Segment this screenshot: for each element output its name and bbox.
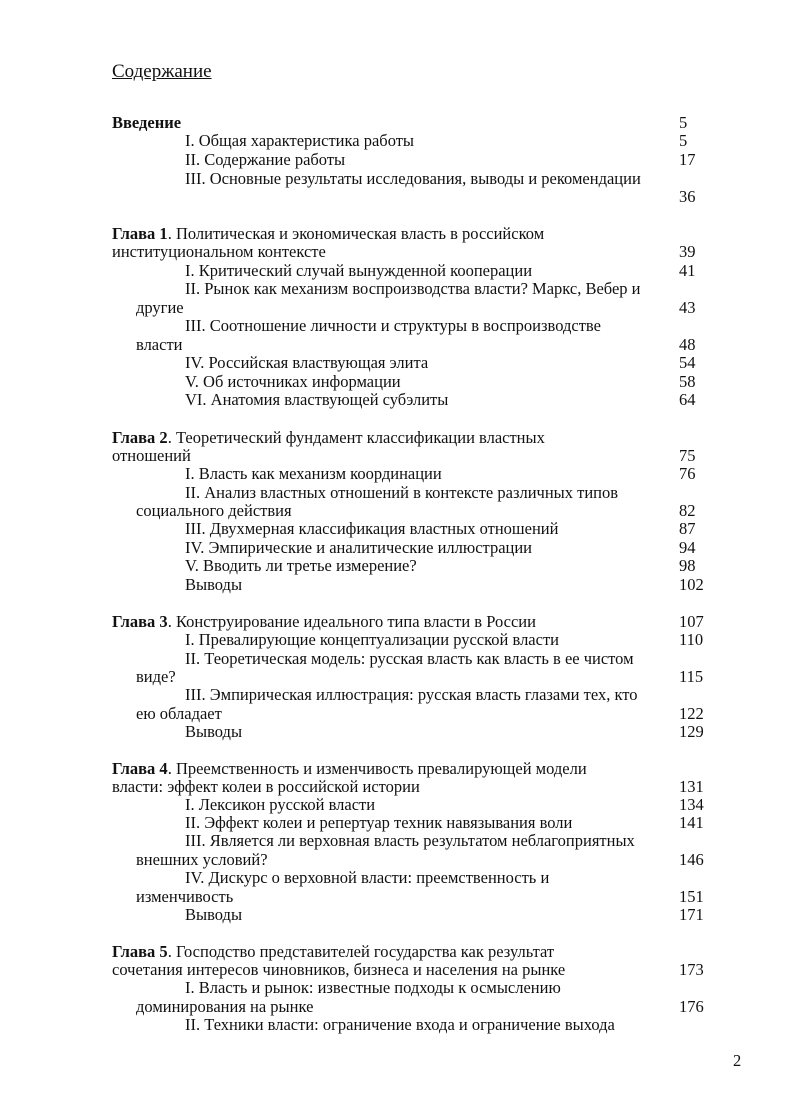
page-title: Содержание — [112, 61, 212, 82]
toc-page-number: 36 — [679, 187, 696, 206]
toc-section[interactable]: VI. Анатомия властвующей субэлиты — [185, 390, 449, 409]
toc-chapter-1[interactable]: Глава 1. Политическая и экономическая власть в российском — [112, 224, 545, 243]
toc-section[interactable]: I. Лексикон русской власти — [185, 795, 376, 814]
toc-section[interactable]: I. Власть как механизм координации — [185, 464, 442, 483]
toc-page-number: 64 — [679, 390, 696, 409]
toc-page-number: 82 — [679, 501, 696, 520]
toc-section[interactable]: IV. Дискурс о верховной власти: преемственность и — [185, 868, 550, 887]
toc-section-line2[interactable]: другие — [136, 298, 184, 317]
toc-section[interactable]: Выводы — [185, 575, 243, 594]
toc-section[interactable]: III. Эмпирическая иллюстрация: русская власть глазами тех, кто — [185, 685, 638, 704]
toc-page-number: 41 — [679, 261, 696, 280]
toc-section[interactable]: III. Двухмерная классификация властных отношений — [185, 519, 559, 538]
toc-page-number: 5 — [679, 131, 688, 150]
toc-section[interactable]: II. Рынок как механизм воспроизводства власти? Маркс, Вебер и — [185, 279, 641, 298]
toc-page-number: 107 — [679, 612, 704, 631]
toc-page-number: 176 — [679, 997, 704, 1016]
toc-page-number: 76 — [679, 464, 696, 483]
toc-page-number: 141 — [679, 813, 704, 832]
toc-page-number: 171 — [679, 905, 704, 924]
toc-page-number: 134 — [679, 795, 704, 814]
toc-chapter-5[interactable]: Глава 5. Господство представителей государства как результат — [112, 942, 555, 961]
toc-section[interactable]: II. Теоретическая модель: русская власть как власть в ее чистом — [185, 649, 634, 668]
toc-intro-label[interactable]: Введение — [112, 113, 182, 132]
toc-chapter-5-line2[interactable]: сочетания интересов чиновников, бизнеса и населения на рынке — [112, 960, 566, 979]
toc-page-number: 173 — [679, 960, 704, 979]
toc-section[interactable]: V. Вводить ли третье измерение? — [185, 556, 417, 575]
toc-page-number: 94 — [679, 538, 696, 557]
toc-section[interactable]: I. Превалирующие концептуализации русской власти — [185, 630, 559, 649]
toc-page-number: 115 — [679, 667, 704, 686]
toc-intro-section-1[interactable]: I. Общая характеристика работы — [185, 131, 415, 150]
toc-page-number: 75 — [679, 446, 696, 465]
toc-section[interactable]: Выводы — [185, 905, 243, 924]
toc-chapter-2[interactable]: Глава 2. Теоретический фундамент классификации властных — [112, 428, 545, 447]
toc-section[interactable]: Выводы — [185, 722, 243, 741]
toc-section-line2[interactable]: социального действия — [136, 501, 292, 520]
toc-section-line2[interactable]: виде? — [136, 667, 176, 686]
toc-section[interactable]: II. Эффект колеи и репертуар техник навязывания воли — [185, 813, 573, 832]
toc-page-number: 122 — [679, 704, 704, 723]
toc-section[interactable]: IV. Эмпирические и аналитические иллюстрации — [185, 538, 533, 557]
toc-page-number: 110 — [679, 630, 704, 649]
page-number: 2 — [733, 1051, 742, 1070]
toc-chapter-4[interactable]: Глава 4. Преемственность и изменчивость превалирующей модели — [112, 759, 587, 778]
toc-section-line2[interactable]: внешних условий? — [136, 850, 268, 869]
toc-section[interactable]: V. Об источниках информации — [185, 372, 401, 391]
toc-section[interactable]: I. Критический случай вынужденной кооперации — [185, 261, 533, 280]
toc-page-number: 39 — [679, 242, 696, 261]
toc-chapter-3[interactable]: Глава 3. Конструирование идеального типа власти в России — [112, 612, 536, 631]
toc-section[interactable]: I. Власть и рынок: известные подходы к осмыслению — [185, 978, 561, 997]
toc-section-line2[interactable]: ею обладает — [136, 704, 222, 723]
toc-page-number: 146 — [679, 850, 704, 869]
toc-section-line2[interactable]: изменчивость — [136, 887, 234, 906]
toc-page-number: 48 — [679, 335, 696, 354]
toc-page-number: 129 — [679, 722, 704, 741]
toc-page-number: 151 — [679, 887, 704, 906]
toc-section-line2[interactable]: доминирования на рынке — [136, 997, 314, 1016]
toc-chapter-4-line2[interactable]: власти: эффект колеи в российской истории — [112, 777, 420, 796]
toc-section[interactable]: III. Соотношение личности и структуры в воспроизводстве — [185, 316, 601, 335]
toc-page-number: 17 — [679, 150, 696, 169]
toc-page-number: 98 — [679, 556, 696, 575]
toc-section[interactable]: II. Анализ властных отношений в контексте различных типов — [185, 483, 619, 502]
toc-intro-section-2[interactable]: II. Содержание работы — [185, 150, 346, 169]
toc-section-line2[interactable]: власти — [136, 335, 183, 354]
toc-page-number: 58 — [679, 372, 696, 391]
toc-section[interactable]: IV. Российская властвующая элита — [185, 353, 429, 372]
toc-page-number: 102 — [679, 575, 704, 594]
toc-page-number: 131 — [679, 777, 704, 796]
toc-section[interactable]: III. Является ли верховная власть результатом неблагоприятных — [185, 831, 635, 850]
toc-intro-page[interactable]: 5 — [679, 113, 688, 132]
toc-page-number: 87 — [679, 519, 696, 538]
toc-chapter-2-line2[interactable]: отношений — [112, 446, 191, 465]
toc-page-number: 43 — [679, 298, 696, 317]
toc-intro-section-3[interactable]: III. Основные результаты исследования, выводы и рекомендации — [185, 169, 641, 188]
toc-page-number: 54 — [679, 353, 696, 372]
toc-section[interactable]: II. Техники власти: ограничение входа и ограничение выхода — [185, 1015, 615, 1034]
toc-chapter-1-line2[interactable]: институциональном контексте — [112, 242, 326, 261]
